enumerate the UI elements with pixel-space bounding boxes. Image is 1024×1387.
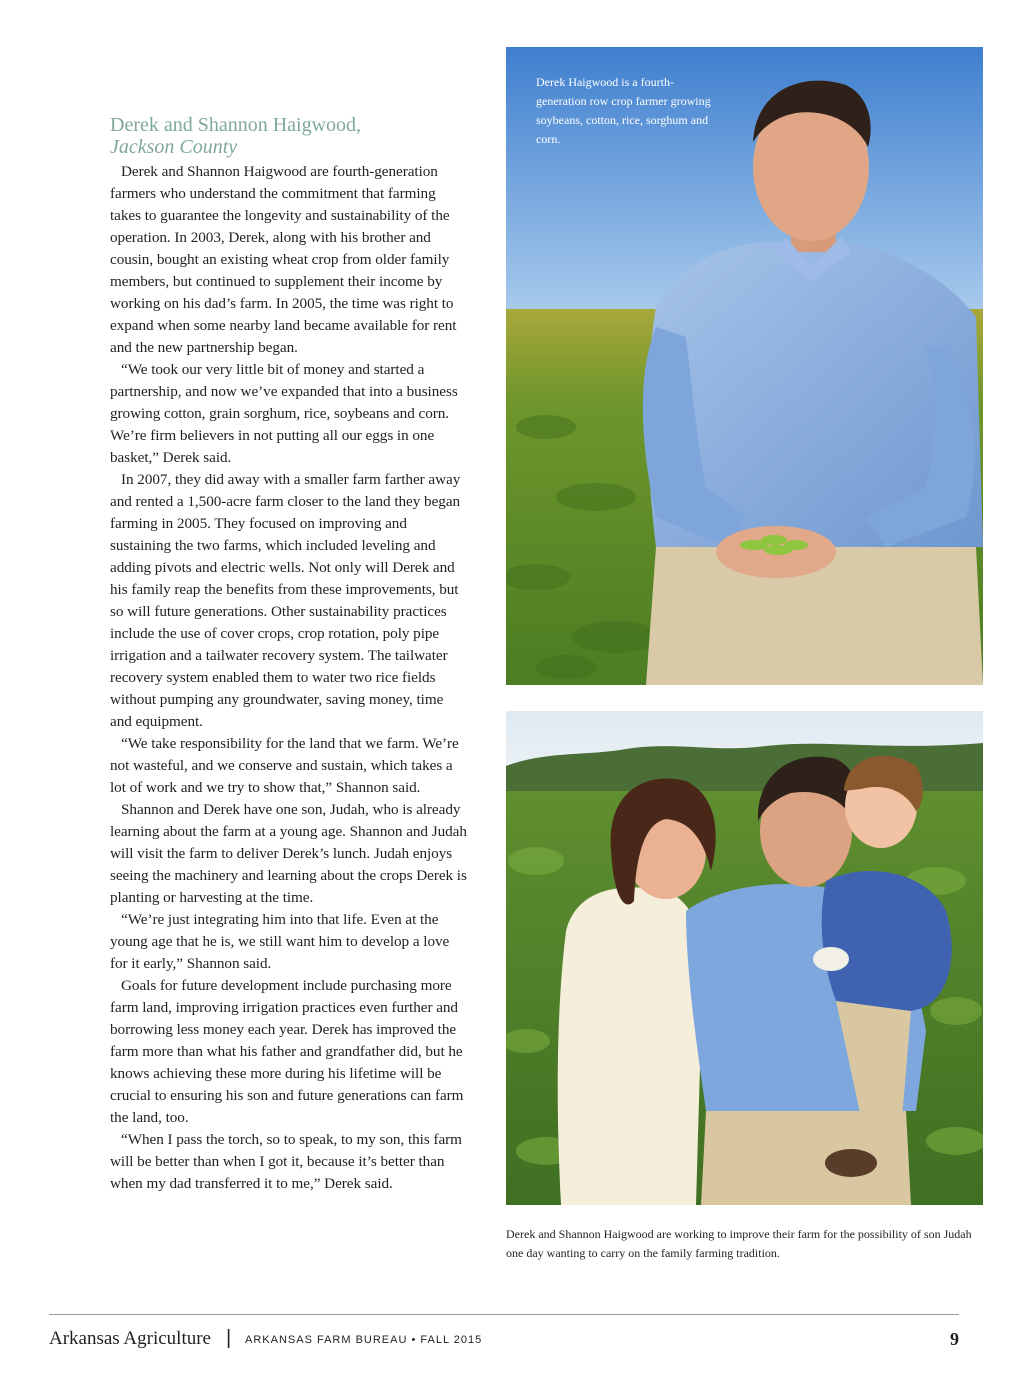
issue-label: ARKANSAS FARM BUREAU • FALL 2015: [245, 1334, 483, 1346]
footer-divider: [49, 1314, 959, 1315]
photo-family-cotton-field: [506, 711, 983, 1205]
paragraph: “We’re just integrating him into that life. Even at the young age that he is, we still want him to develop a love for it early,” Shannon said.: [110, 911, 450, 972]
paragraph: Shannon and Derek have one son, Judah, who is already learning about the farm at a young age. Shannon and Judah will visit the farm to deliver Derek’s lunch. Judah enjoys seeing the machinery and learning about the crops Derek is planting or harvesting at the time.: [110, 801, 467, 906]
footer-separator: |: [226, 1327, 232, 1349]
heading-county: Jackson County: [110, 136, 238, 158]
paragraph: “We take responsibility for the land that we farm. We’re not wasteful, and we conserve and sustain, which takes a lot of work and we try to show that,” Shannon said.: [110, 735, 459, 796]
photo-caption-family: Derek and Shannon Haigwood are working to improve their farm for the possibility of son Judah one day wanting to carry on the family farming tradition.: [506, 1227, 972, 1260]
heading-name: Derek and Shannon Haigwood,: [110, 114, 362, 136]
paragraph: “We took our very little bit of money and started a partnership, and now we’ve expanded that into a business growing cotton, grain sorghum, rice, soybeans and corn. We’re firm believers in not putting all our eggs in one basket,” Derek said.: [110, 361, 458, 466]
paragraph: Goals for future development include purchasing more farm land, improving irrigation practices even further and borrowing less money each year. Derek has improved the farm more than what his father and grandfather did, but he knows achieving these more during his lifetime will be crucial to ensuring his son and future generations can farm the land, too.: [110, 977, 464, 1126]
paragraph: In 2007, they did away with a smaller farm farther away and rented a 1,500-acre farm closer to the land they began farming in 2005. They focused on improving and sustaining the two farms, which included leveling and adding pivots and electric wells. Not only will Derek and his family reap the benefits from these improvements, but so will future generations. Other sustainability practices include the use of cover crops, crop rotation, poly pipe irrigation and a tailwater recovery system. The tailwater recovery system enabled them to water two rice fields without pumping any groundwater, saving money, time and equipment.: [110, 471, 461, 730]
publication-name: Arkansas Agriculture: [49, 1328, 211, 1349]
article-column: [110, 114, 468, 1195]
article-body: [110, 161, 468, 1195]
paragraph: Derek and Shannon Haigwood are fourth-generation farmers who understand the commitment that farming takes to guarantee the longevity and sustainability of the operation. In 2003, Derek, along with his brother and cousin, bought an existing wheat crop from older family members, but continued to supplement their income by working on his dad’s farm. In 2005, the time was right to expand when some nearby land became available for rent and the new partnership began.: [110, 163, 457, 356]
article-heading: [110, 114, 468, 158]
page-number: 9: [950, 1329, 959, 1349]
photo-caption-overlay: Derek Haigwood is a fourth-generation row crop farmer growing soybeans, cotton, rice, sorghum and corn.: [536, 75, 711, 146]
paragraph: “When I pass the torch, so to speak, to my son, this farm will be better than when I got it, because it’s better than when my dad transferred it to me,” Derek said.: [110, 1131, 462, 1192]
page-footer: [49, 1328, 959, 1354]
photo-derek-soybean-field: [506, 47, 983, 685]
family-photo-image: [506, 711, 983, 1205]
